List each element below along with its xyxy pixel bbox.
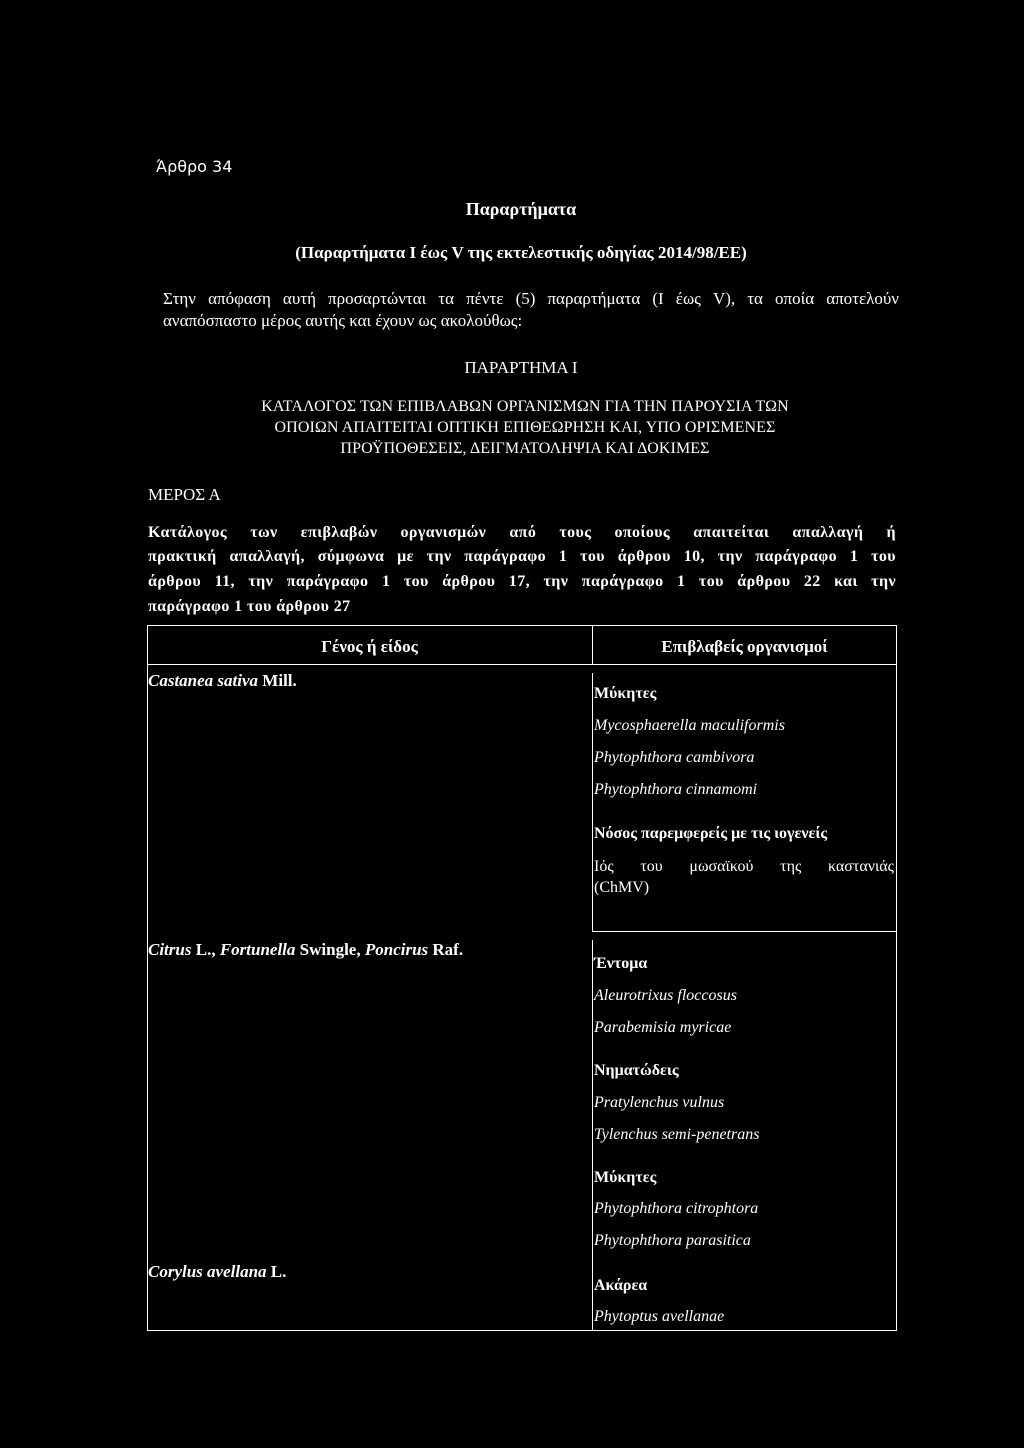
organism-group: Νηματώδεις: [594, 1062, 679, 1079]
annex-heading: [160, 396, 890, 459]
organism-species: Pratylenchus vulnus: [594, 1094, 725, 1111]
organism-species: Mycosphaerella maculiformis: [594, 717, 785, 734]
list-intro-line: παράγραφο 1 του άρθρου 27: [148, 598, 351, 615]
organism-group: Νόσος παρεμφερείς με τις ιογενείς: [594, 825, 828, 842]
organism-species: Phytophthora cinnamomi: [594, 781, 758, 798]
organism-species: Parabemisia myricae: [594, 1019, 732, 1036]
list-intro-line: πρακτική απαλλαγή, σύμφωνα με την παράγραφο 1 του άρθρου 10, την παράγραφο 1 του: [148, 548, 896, 565]
list-intro-line: άρθρου 11, την παράγραφο 1 του άρθρου 17, την παράγραφο 1 του άρθρου 22 και την: [148, 573, 896, 590]
organism-species: Phytophthora citrophtora: [594, 1200, 759, 1217]
intro-line: Στην απόφαση αυτή προσαρτώνται τα πέντε (5) παραρτήματα (I έως V), τα οποία αποτελούν: [163, 289, 899, 308]
genus-author: Mill.: [258, 671, 297, 690]
organism-group: Ακάρεα: [594, 1277, 648, 1294]
organism-virus: Ιός του μωσαϊκού της καστανιάς: [594, 858, 894, 875]
genus-name: Castanea sativa: [148, 671, 259, 690]
part-label: ΜΕΡΟΣ Α: [148, 485, 221, 504]
genus-name: Fortunella: [219, 940, 296, 959]
table-header-genus: Γένος ή είδος: [321, 637, 418, 656]
organism-species: Phytophthora cambivora: [594, 749, 755, 766]
table-header-organisms: Επιβλαβείς οργανισμοί: [661, 637, 828, 656]
organism-species: Phytophthora parasitica: [594, 1232, 751, 1249]
intro-line: αναπόσπαστο μέρος αυτής και έχουν ως ακολούθως:: [163, 311, 523, 330]
genus-name: Corylus avellana: [148, 1262, 267, 1281]
table-column-divider: [592, 673, 593, 932]
table-column-divider: [592, 940, 593, 1331]
article-label: Άρθρο 34: [156, 157, 233, 176]
organism-virus-code: (ChMV): [594, 879, 650, 896]
table-header-divider: [147, 664, 897, 665]
annex-heading-line: ΟΠΟΙΩΝ ΑΠΑΙΤΕΙΤΑΙ ΟΠΤΙΚΗ ΕΠΙΘΕΩΡΗΣΗ ΚΑΙ, ΥΠΟ ΟΡΙΣΜΕΝΕΣ: [274, 419, 776, 436]
table-row-divider: [592, 931, 897, 932]
annex-heading-line: ΠΡΟΫΠΟΘΕΣΕΙΣ, ΔΕΙΓΜΑΤΟΛΗΨΙΑ ΚΑΙ ΔΟΚΙΜΕΣ: [340, 440, 710, 457]
genus-author: L.: [266, 1262, 287, 1281]
genus-author: L.,: [191, 940, 220, 959]
organism-group: Μύκητες: [594, 1169, 657, 1186]
organism-group: Μύκητες: [594, 685, 657, 702]
table-row-genus: [148, 671, 297, 691]
organism-species: Tylenchus semi-penetrans: [594, 1126, 760, 1143]
annex-heading-line: ΚΑΤΑΛΟΓΟΣ ΤΩΝ ΕΠΙΒΛΑΒΩΝ ΟΡΓΑΝΙΣΜΩΝ ΓΙΑ ΤΗΝ ΠΑΡΟΥΣΙΑ ΤΩΝ: [261, 398, 789, 415]
page-subtitle: (Παραρτήματα I έως V της εκτελεστικής οδηγίας 2014/98/ΕΕ): [295, 243, 747, 262]
annex-title: ΠΑΡΑΡΤΗΜΑ I: [464, 358, 578, 377]
table-row-genus: [148, 1262, 286, 1282]
table-row-genus: [148, 940, 463, 960]
list-intro-line: Κατάλογος των επιβλαβών οργανισμών από τους οποίους απαιτείται απαλλαγή ή: [148, 524, 896, 541]
page-title: Παραρτήματα: [465, 199, 577, 219]
genus-name: Poncirus: [364, 940, 429, 959]
genus-author: Raf.: [428, 940, 464, 959]
organism-species: Phytoptus avellanae: [594, 1308, 725, 1325]
organism-species: Aleurotrixus floccosus: [594, 987, 737, 1004]
genus-name: Citrus: [148, 940, 192, 959]
genus-author: Swingle,: [295, 940, 365, 959]
organism-group: Έντομα: [594, 955, 648, 972]
